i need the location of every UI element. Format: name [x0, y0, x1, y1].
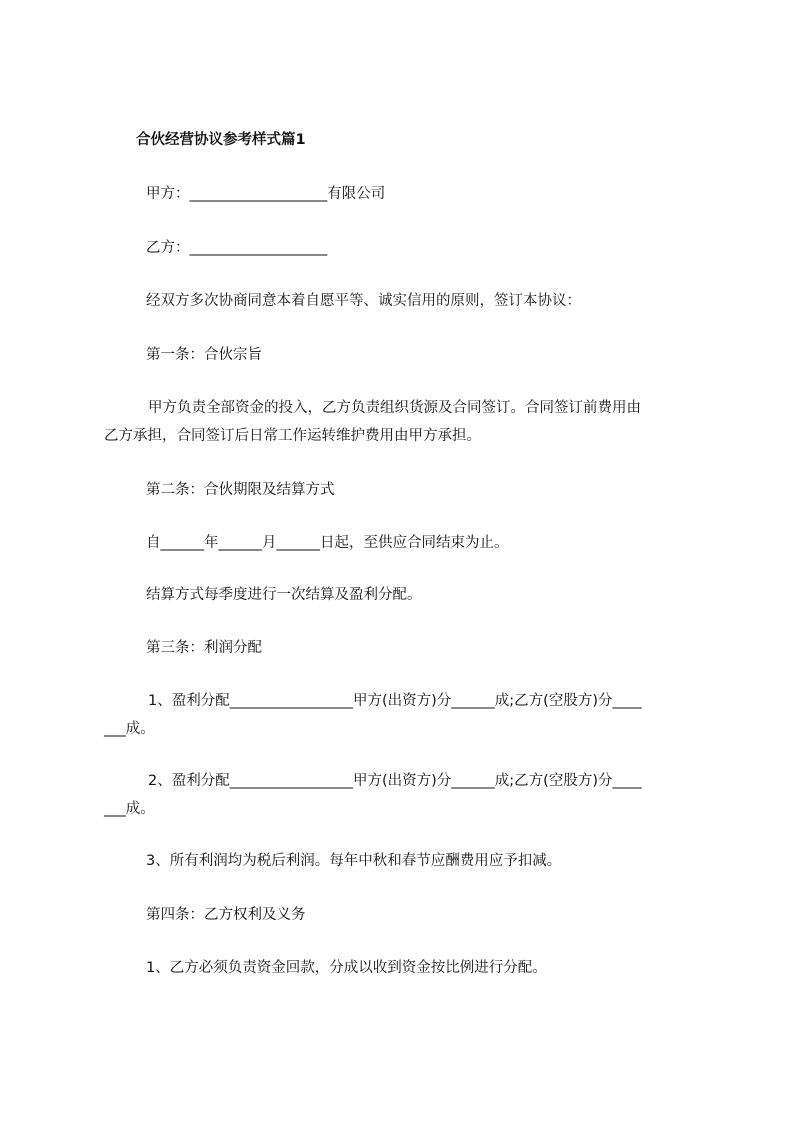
article2-heading: 第二条：合伙期限及结算方式	[146, 482, 335, 498]
article3-item2-line1: 2、盈利分配_________________甲方(出资方)分______成;乙方(空股方)分____	[148, 773, 642, 789]
article4-item1: 1、乙方必须负责资金回款，分成以收到资金按比例进行分配。	[146, 960, 547, 976]
document-title: 合伙经营协议参考样式篇1	[136, 132, 306, 148]
article3-heading: 第三条：利润分配	[146, 640, 262, 656]
party-b-line: 乙方：___________________	[146, 240, 328, 256]
article3-item1-line1: 1、盈利分配_________________甲方(出资方)分______成;乙方(空股方)分____	[148, 693, 642, 709]
article3-item2-line2: ___成。	[104, 801, 155, 817]
article1-text-line2: 乙方承担，合同签订后日常工作运转维护费用由甲方承担。	[104, 428, 481, 444]
intro-paragraph: 经双方多次协商同意本着自愿平等、诚实信用的原则，签订本协议：	[146, 293, 581, 309]
party-a-line: 甲方：___________________有限公司	[146, 186, 386, 202]
article1-text-line1: 甲方负责全部资金的投入，乙方负责组织货源及合同签订。合同签订前费用由	[148, 400, 641, 416]
article3-item1-line2: ___成。	[104, 721, 155, 737]
article2-settlement: 结算方式每季度进行一次结算及盈利分配。	[146, 587, 422, 603]
article4-heading: 第四条：乙方权利及义务	[146, 907, 306, 923]
article2-term: 自______年______月______日起，至供应合同结束为止。	[146, 535, 509, 551]
article1-heading: 第一条：合伙宗旨	[146, 347, 262, 363]
article3-item3: 3、所有利润均为税后利润。每年中秋和春节应酬费用应予扣减。	[146, 853, 562, 869]
